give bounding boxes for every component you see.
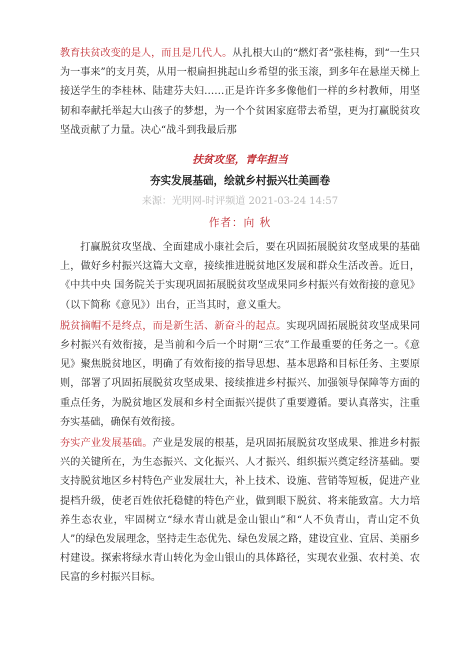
body-paragraph-3 (60, 434, 420, 588)
intro-paragraph (60, 44, 420, 140)
body-paragraph-1 (60, 238, 420, 315)
intro-text: 从扎根大山的“燃灯者”张桂梅，到“一生只为一事来”的支月英，从用一根扁担挑起山乡希望的张玉滚，到多年在悬崖天梯上接送学生的李桂林、陆建芬夫妇……正是许许多多像他们一样的乡村教师，用坚韧和奉献托举起大山孩子的梦想，为一个个贫困家庭带去希望，更为打赢脱贫攻坚战贡献了力量。决心“战斗到我最后那 (60, 48, 421, 136)
paragraph-text: 实现巩固拓展脱贫攻坚成果同乡村振兴有效衔接，是当前和今后一个时期“三农”工作最重要的任务之一。《意见》聚焦脱贫地区，明确了有效衔接的指导思想、基本思路和目标任务、主要原则，部署了巩固拓展脱贫攻坚成果、接续推进乡村振兴、加强领导保障等方面的重点任务，为脱贫地区发展和乡村全面振兴提供了重要遵循。要认真落实，注重夯实基础，确保有效衔接。 (60, 320, 421, 428)
paragraph-text: 打赢脱贫攻坚战、全面建成小康社会后，要在巩固拓展脱贫攻坚成果的基础上，做好乡村振兴这篇大文章，接续推进脱贫地区发展和群众生活改善。近日，《中共中央 国务院关于实现巩固拓展脱贫攻坚成果同乡村振兴有效衔接的意见》（以下简称《意见》）出台，正当其时，意义重大。 (60, 242, 420, 311)
paragraph-lead: 夯实产业发展基础。 (60, 438, 153, 450)
body-paragraph-2 (60, 317, 420, 432)
article-title: 夯实发展基础，绘就乡村振兴壮美画卷 (149, 175, 331, 188)
section-title: 扶贫攻坚，青年担当 (192, 154, 288, 167)
intro-lead: 教育扶贫改变的是人，而且是几代人。 (60, 48, 233, 59)
article-header (60, 150, 420, 234)
article-author: 作者：向 秋 (208, 217, 272, 230)
paragraph-lead: 脱贫摘帽不是终点，而是新生活、新奋斗的起点。 (60, 320, 287, 332)
paragraph-text: 产业是发展的根基，是巩固拓展脱贫攻坚成果、推进乡村振兴的关键所在，为生态振兴、文化振兴、人才振兴、组织振兴奠定经济基础。要支持脱贫地区乡村特色产业发展壮大，补上技术、设施、营销等短板，促进产业提档升级，使老百姓依托稳健的特色产业，做到眼下脱贫、将来能致富。大力培养生态农业，牢固树立“绿水青山就是金山银山”和“人不负青山，青山定不负人”的绿色发展理念，坚持走生态优先、绿色发展之路，建设宜业、宜居、美丽乡村建设。探索将绿水青山转化为金山银山的具体路径，实现农业强、农村美、农民富的乡村振兴目标。 (60, 438, 421, 584)
document-page (60, 44, 420, 588)
article-source: 来源：光明网-时评频道 2021-03-24 14:57 (141, 196, 339, 208)
